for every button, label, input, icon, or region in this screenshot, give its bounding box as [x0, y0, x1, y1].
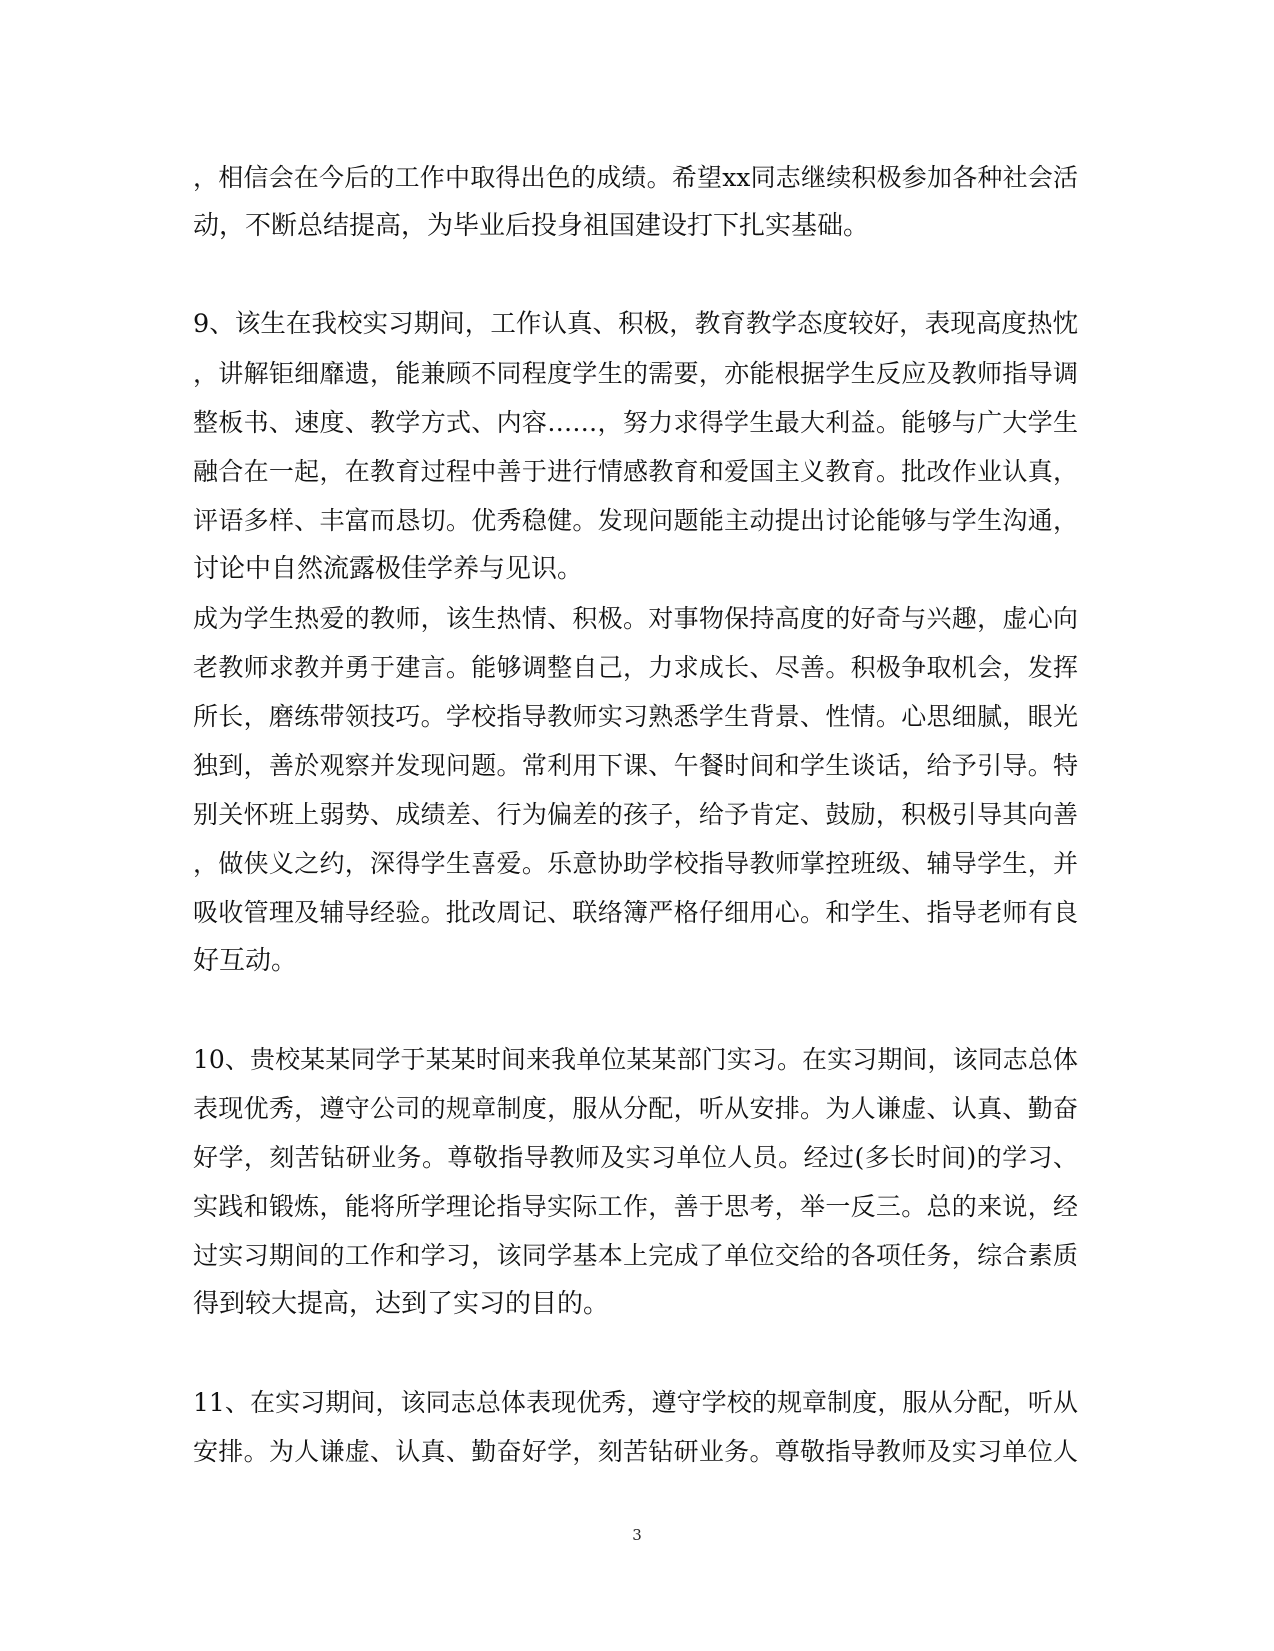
text-line: 安排。为人谦虚、认真、勤奋好学，刻苦钻研业务。尊敬指导教师及实习单位人: [193, 1437, 1078, 1466]
paragraph-gap: [193, 251, 1078, 300]
text-line: 实践和锻炼，能将所学理论指导实际工作，善于思考，举一反三。总的来说，经: [193, 1192, 1078, 1221]
paragraph-gap: [193, 1329, 1078, 1378]
text-line: 成为学生热爱的教师，该生热情、积极。对事物保持高度的好奇与兴趣，虚心向: [193, 604, 1078, 633]
page-number: 3: [632, 1526, 642, 1544]
text-line: 好互动。: [193, 946, 298, 976]
text-line: 独到，善於观察并发现问题。常利用下课、午餐时间和学生谈话，给予引导。特: [193, 751, 1078, 780]
text-line: ，相信会在今后的工作中取得出色的成绩。希望xx同志继续积极参加各种社会活: [193, 163, 1078, 192]
text-line: 老教师求教并勇于建言。能够调整自己，力求成长、尽善。积极争取机会，发挥: [193, 653, 1078, 682]
text-line: 吸收管理及辅导经验。批改周记、联络簿严格仔细用心。和学生、指导老师有良: [193, 898, 1078, 927]
text-line: 评语多样、丰富而恳切。优秀稳健。发现问题能主动提出讨论能够与学生沟通，: [193, 506, 1078, 535]
text-line: 所长，磨练带领技巧。学校指导教师实习熟悉学生背景、性情。心思细腻，眼光: [193, 702, 1078, 731]
paragraph-item-11: [193, 1378, 1078, 1476]
text-line: 11、在实习期间，该同志总体表现优秀，遵守学校的规章制度，服从分配，听从: [193, 1388, 1078, 1417]
text-line: 动，不断总结提高，为毕业后投身祖国建设打下扎实基础。: [193, 211, 870, 241]
text-line: 别关怀班上弱势、成绩差、行为偏差的孩子，给予肯定、鼓励，积极引导其向善: [193, 800, 1078, 829]
paragraph-continuation: [193, 153, 1078, 251]
text-line: ，讲解钜细靡遗，能兼顾不同程度学生的需要，亦能根据学生反应及教师指导调: [193, 359, 1078, 388]
text-line: 9、该生在我校实习期间，工作认真、积极，教育教学态度较好，表现高度热忱: [193, 309, 1078, 339]
paragraph-item-9: [193, 300, 1078, 986]
text-line: 得到较大提高，达到了实习的目的。: [193, 1289, 610, 1319]
document-body: [193, 153, 1078, 1476]
paragraph-gap: [193, 986, 1078, 1035]
text-line: 讨论中自然流露极佳学养与见识。: [193, 554, 584, 584]
text-line: 表现优秀，遵守公司的规章制度，服从分配，听从安排。为人谦虚、认真、勤奋: [193, 1094, 1078, 1123]
text-line: 10、贵校某某同学于某某时间来我单位某某部门实习。在实习期间，该同志总体: [193, 1045, 1078, 1074]
paragraph-item-10: [193, 1035, 1078, 1329]
text-line: 融合在一起，在教育过程中善于进行情感教育和爱国主义教育。批改作业认真，: [193, 457, 1078, 486]
text-line: 整板书、速度、教学方式、内容……，努力求得学生最大利益。能够与广大学生: [193, 408, 1078, 437]
text-line: 过实习期间的工作和学习，该同学基本上完成了单位交给的各项任务，综合素质: [193, 1241, 1078, 1270]
text-line: 好学，刻苦钻研业务。尊敬指导教师及实习单位人员。经过(多长时间)的学习、: [193, 1143, 1078, 1172]
text-line: ，做侠义之约，深得学生喜爱。乐意协助学校指导教师掌控班级、辅导学生，并: [193, 849, 1078, 878]
